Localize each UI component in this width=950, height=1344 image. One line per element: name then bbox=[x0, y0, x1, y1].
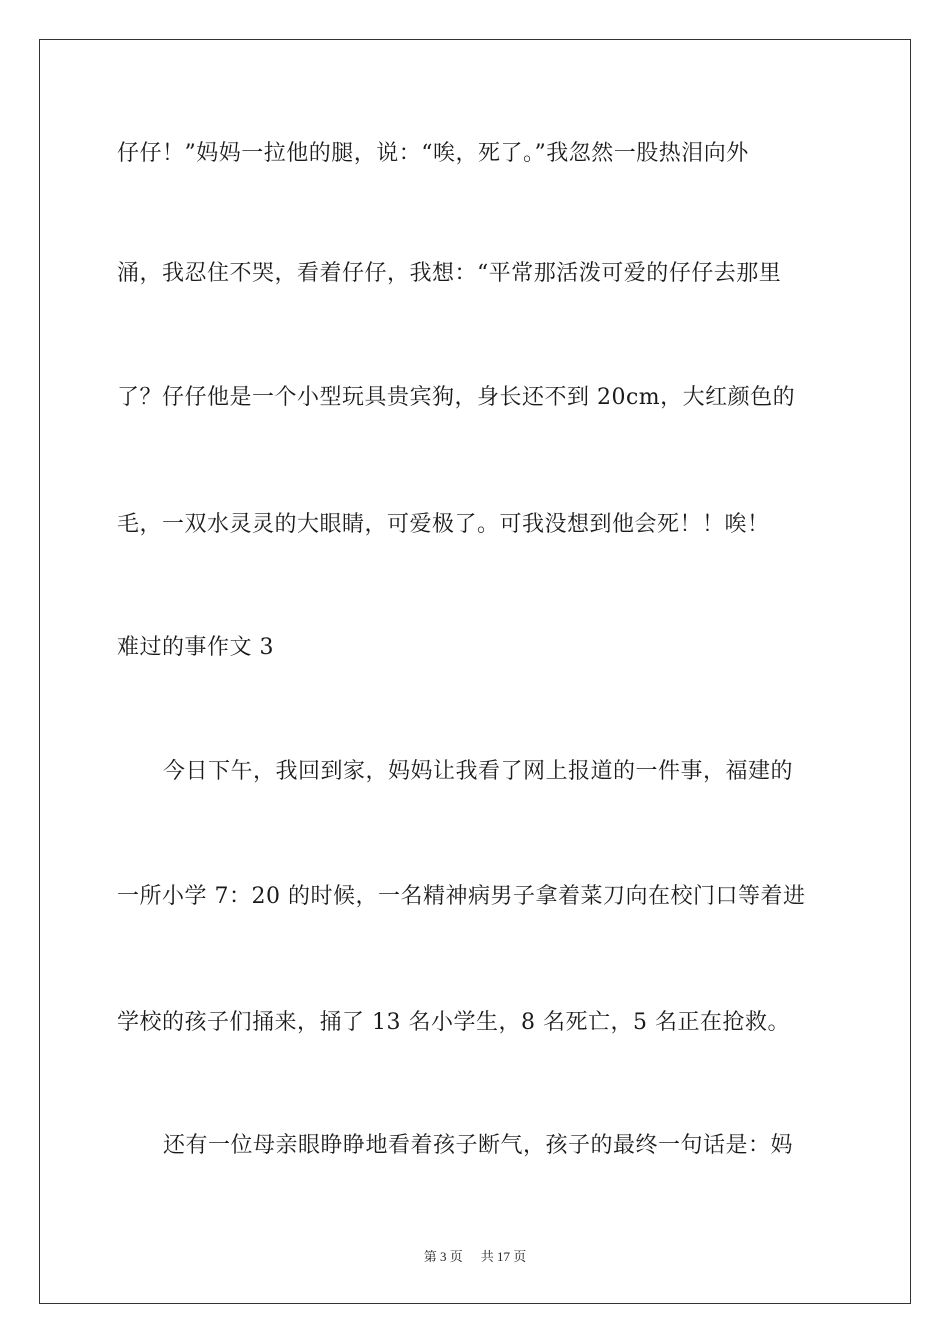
page-border bbox=[39, 39, 911, 1304]
text-line-4: 毛，一双水灵灵的大眼睛，可爱极了。可我没想到他会死！！唉！ bbox=[117, 512, 770, 537]
page-number: 第 3 页 bbox=[423, 1249, 463, 1264]
paragraph-2-line-1: 今日下午，我回到家，妈妈让我看了网上报道的一件事，福建的 bbox=[163, 759, 794, 784]
page-footer bbox=[0, 1248, 950, 1266]
paragraph-2-line-2: 一所小学 7：20 的时候，一名精神病男子拿着菜刀向在校门口等着进 bbox=[117, 884, 806, 909]
page-total: 共 17 页 bbox=[480, 1249, 527, 1264]
section-heading: 难过的事作文 3 bbox=[117, 635, 274, 660]
paragraph-2-line-3: 学校的孩子们捅来，捅了 13 名小学生，8 名死亡，5 名正在抢救。 bbox=[117, 1010, 790, 1035]
text-line-2: 涌，我忍住不哭，看着仔仔，我想：“平常那活泼可爱的仔仔去那里 bbox=[117, 261, 782, 286]
text-line-1: 仔仔！”妈妈一拉他的腿，说：“唉，死了。”我忽然一股热泪向外 bbox=[117, 141, 749, 166]
text-line-3: 了？仔仔他是一个小型玩具贵宾狗，身长还不到 20cm，大红颜色的 bbox=[117, 385, 796, 410]
paragraph-3-line-1: 还有一位母亲眼睁睁地看着孩子断气，孩子的最终一句话是：妈 bbox=[163, 1133, 794, 1158]
